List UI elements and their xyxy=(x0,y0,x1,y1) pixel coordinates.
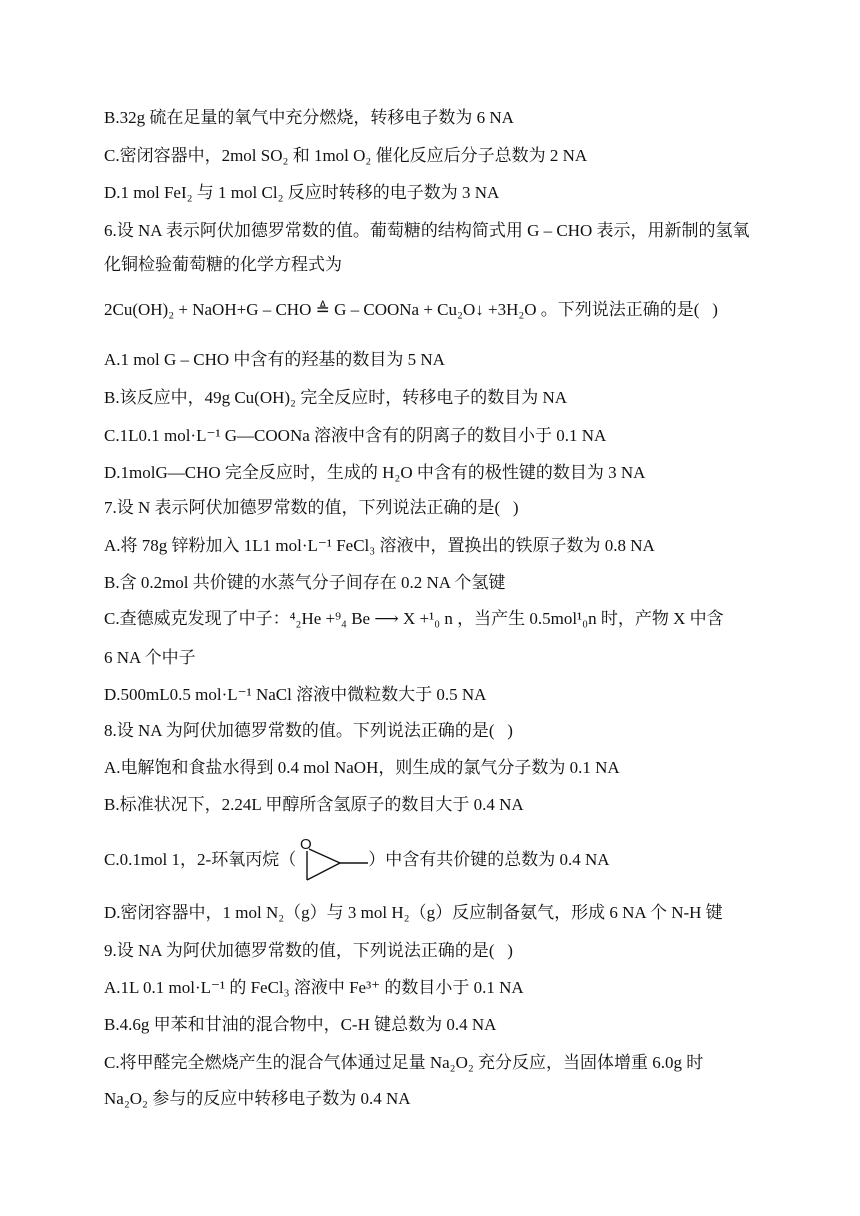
option-8d: D.密闭容器中，1 mol N₂（g）与 3 mol H₂（g）反应制备氨气，形成 6 NA 个 N-H 键 xyxy=(104,903,723,922)
option-9c-cont: Na₂O₂ 参与的反应中转移电子数为 0.4 NA xyxy=(104,1089,411,1108)
question-6-stem-cont: 化铜检验葡萄糖的化学方程式为 xyxy=(104,255,342,274)
question-7-stem: 7.设 N 表示阿伏加德罗常数的值，下列说法正确的是( ) xyxy=(104,498,519,517)
question-8-stem: 8.设 NA 为阿伏加德罗常数的值。下列说法正确的是( ) xyxy=(104,721,513,740)
option-9a: A.1L 0.1 mol·L⁻¹ 的 FeCl₃ 溶液中 Fe³⁺ 的数目小于 0.1 NA xyxy=(104,978,524,997)
option-9b: B.4.6g 甲苯和甘油的混合物中，C-H 键总数为 0.4 NA xyxy=(104,1015,497,1034)
option-7c: C.查德威克发现了中子：⁴₂He +⁹₄ Be ⟶ X +¹₀ n ，当产生 0.5mol¹₀n 时，产物 X 中含 xyxy=(104,609,724,628)
option-6c: C.1L0.1 mol·L⁻¹ G—COONa 溶液中含有的阴离子的数目小于 0.1 NA xyxy=(104,426,607,445)
option-5c: C.密闭容器中，2mol SO₂ 和 1mol O₂ 催化反应后分子总数为 2 NA xyxy=(104,146,588,165)
epoxypropane-structure xyxy=(296,832,374,888)
question-9-stem: 9.设 NA 为阿伏加德罗常数的值，下列说法正确的是( ) xyxy=(104,941,513,960)
option-7d: D.500mL0.5 mol·L⁻¹ NaCl 溶液中微粒数大于 0.5 NA xyxy=(104,685,487,704)
option-8b: B.标准状况下，2.24L 甲醇所含氢原子的数目大于 0.4 NA xyxy=(104,795,524,814)
chemical-equation: 2Cu(OH)₂ + NaOH+G – CHO ≜ G – COONa + Cu₂O↓ +3H₂O 。下列说法正确的是( ) xyxy=(104,300,718,319)
option-9c: C.将甲醛完全燃烧产生的混合气体通过足量 Na₂O₂ 充分反应，当固体增重 6.0g 时 xyxy=(104,1053,704,1072)
option-6b: B.该反应中，49g Cu(OH)₂ 完全反应时，转移电子的数目为 NA xyxy=(104,388,568,407)
option-6d: D.1molG—CHO 完全反应时，生成的 H₂O 中含有的极性键的数目为 3 NA xyxy=(104,463,646,482)
option-7a: A.将 78g 锌粉加入 1L1 mol·L⁻¹ FeCl₃ 溶液中，置换出的铁原子数为 0.8 NA xyxy=(104,536,655,555)
question-6-stem: 6.设 NA 表示阿伏加德罗常数的值。葡萄糖的结构简式用 G – CHO 表示，用新制的氢氧 xyxy=(104,221,750,240)
option-5d: D.1 mol FeI₂ 与 1 mol Cl₂ 反应时转移的电子数为 3 NA xyxy=(104,183,500,202)
option-7c-cont: 6 NA 个中子 xyxy=(104,648,196,667)
option-8a: A.电解饱和食盐水得到 0.4 mol NaOH，则生成的氯气分子数为 0.1 NA xyxy=(104,758,620,777)
option-6a: A.1 mol G – CHO 中含有的羟基的数目为 5 NA xyxy=(104,350,445,369)
option-7b: B.含 0.2mol 共价键的水蒸气分子间存在 0.2 NA 个氢键 xyxy=(104,573,506,592)
oxygen-atom-label: O xyxy=(300,836,312,853)
option-8c: C.0.1mol 1，2-环氧丙烷（ ）中含有共价键的总数为 0.4 NA xyxy=(104,850,610,869)
option-5b: B.32g 硫在足量的氧气中充分燃烧，转移电子数为 6 NA xyxy=(104,108,514,127)
